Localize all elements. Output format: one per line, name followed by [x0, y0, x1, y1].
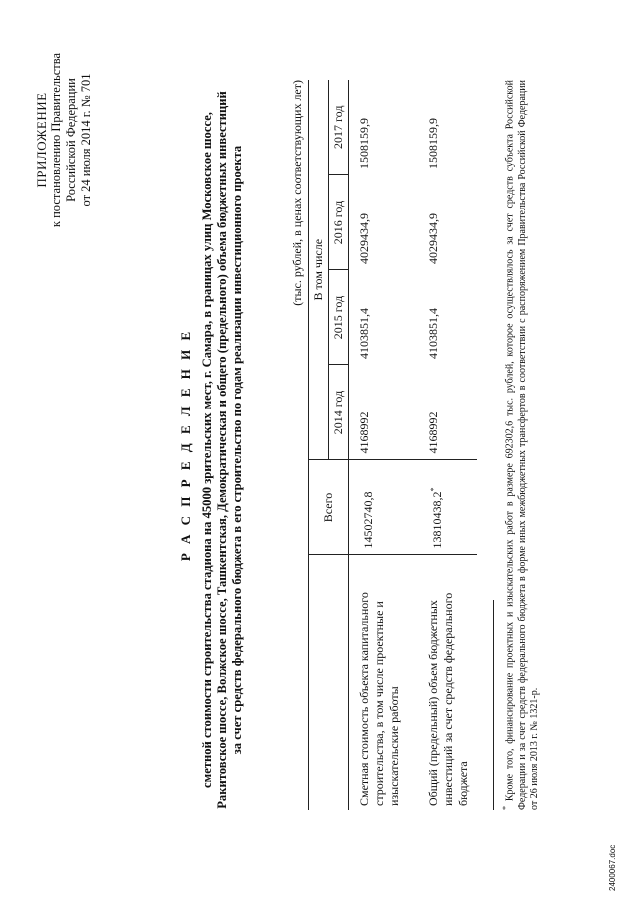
row-total-value: 13810438,2: [430, 491, 444, 549]
header-total: Всего: [309, 460, 349, 555]
row-value: 1508159,9: [357, 118, 371, 169]
header-year: 2017 год: [329, 80, 349, 175]
row-label: Общий (предельный) объем бюджетных инвестиций за счет средств федерального бюджета: [426, 592, 470, 806]
row-value: 1508159,9: [426, 118, 440, 169]
header-group: В том числе: [309, 80, 329, 460]
appendix-line-1: к постановлению Правительства: [49, 52, 63, 228]
row-total-mark: *: [429, 487, 438, 492]
document-heading: Р А С П Р Е Д Е Л Е Н И Е: [178, 328, 193, 562]
appendix-block: [34, 25, 94, 255]
footnote-text: Кроме того, финансирование проектных и изыскательских работ в размере 692302,6 тыс. рублей, которое осуществлялось за счет средств субъекта Российской Федерации и за счет средств федерального бюджета в форме иных межбюджетных трансфертов в соответствии с распоряжением Правительства Российской Федерации от 26 июля 2013 г. № 1321-р.: [504, 79, 541, 810]
distribution-table: [308, 80, 477, 810]
header-year: 2014 год: [329, 365, 349, 460]
document-id: 2400067.doc: [608, 844, 617, 891]
table-row: [349, 80, 409, 810]
footnote-divider: [493, 600, 494, 810]
row-total-value: 14502740,8: [361, 491, 375, 549]
row-value: 4103851,4: [357, 308, 371, 359]
header-year: 2016 год: [329, 175, 349, 270]
footnote: [500, 80, 542, 810]
row-total: [408, 460, 477, 555]
row-value: 4103851,4: [426, 308, 440, 359]
row-value: 4029434,9: [357, 213, 371, 264]
document-title: сметной стоимости строительства стадиона на 45000 зрительских мест, г. Самара, в границах улиц Московское шоссе, Ракитовское шоссе, Волжское шоссе, Ташкентская, Демократическая и общего (предельного) объема бюджетных инвестиций за счет средств федерального бюджета в его строительство по годам реализации инвестиционного проекта: [200, 91, 244, 809]
row-label: Сметная стоимость объекта капитального строительства, в том числе проектные и изыскательские работы: [357, 592, 401, 806]
appendix-line-2: Российской Федерации: [64, 78, 78, 202]
row-total: [349, 460, 409, 555]
units-note: (тыс. рублей, в ценах соответствующих лет): [290, 80, 304, 306]
row-value: 4029434,9: [426, 213, 440, 264]
row-value: 4168992: [426, 411, 440, 454]
table-row: [408, 80, 477, 810]
header-blank: [309, 555, 349, 810]
appendix-heading: ПРИЛОЖЕНИЕ: [34, 92, 49, 188]
footnote-mark: *: [501, 806, 510, 810]
table-header-row: [309, 80, 329, 810]
header-year: 2015 год: [329, 270, 349, 365]
appendix-line-3: от 24 июля 2014 г. № 701: [79, 73, 93, 207]
row-value: 4168992: [357, 411, 371, 454]
